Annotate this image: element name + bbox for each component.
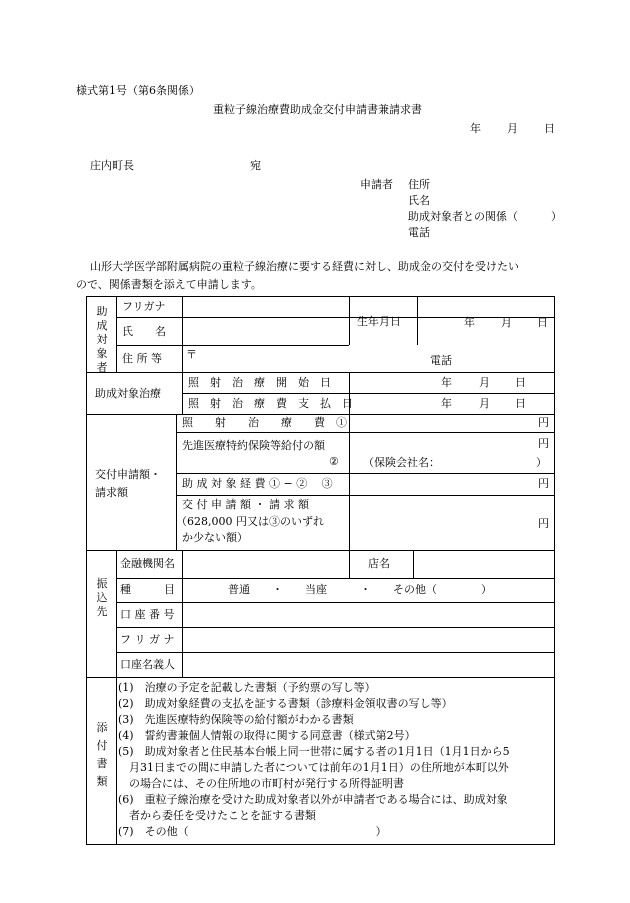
yen-unit: 円 xyxy=(538,416,549,429)
col-divider xyxy=(349,297,350,345)
postal-mark: 〒 xyxy=(186,348,197,361)
bank-name-label: 金融機関名 xyxy=(120,557,175,570)
account-furigana-label: フ リ ガ ナ xyxy=(120,633,175,646)
account-type-options: 普通 ・ 当座 ・ その他（ ） xyxy=(228,583,492,596)
yen-unit: 円 xyxy=(538,477,549,490)
attachment-item: (6) 重粒子線治療を受けた助成対象者以外が申請者である場合には、助成対象 xyxy=(118,793,508,806)
attachment-item: (5) 助成対象者と住民基本台帳上同一世帯に属する者の1月1日（1月1日から5 xyxy=(118,745,510,758)
attachment-item: (3) 先進医療特約保険等の給付額がわかる書類 xyxy=(118,713,354,726)
row-divider xyxy=(87,550,555,551)
account-type-label: 種 目 xyxy=(120,583,175,596)
row-divider xyxy=(87,414,555,415)
payment-month-label: 月 xyxy=(479,397,490,410)
subject-phone-label: 電話 xyxy=(430,354,452,367)
intro-line-2: ので、関係書類を添えて申請します。 xyxy=(76,278,262,291)
attachment-item: 者から委任を受けたことを証する書類 xyxy=(118,809,316,822)
amounts-section-label-line1: 交付申請額・ xyxy=(95,468,161,481)
grant-amount-label-line1: 交 付 申 請 額 ・ 請 求 額 xyxy=(182,498,309,511)
attachment-item: 月31日までの間に申請した者については前年の1月1日）の住所地が本町以外 xyxy=(118,761,509,774)
attachment-item: (1) 治療の予定を記載した書類（予約票の写し等） xyxy=(118,681,376,694)
start-month-label: 月 xyxy=(479,376,490,389)
date-day-label: 日 xyxy=(544,122,555,135)
grant-amount-label-line3: か少ない額） xyxy=(182,531,248,544)
row-divider xyxy=(176,473,555,474)
amounts-section-label-line2: 請求額 xyxy=(95,486,128,499)
col-divider xyxy=(116,297,117,372)
applicant-relation-label: 助成対象者との関係（ ） xyxy=(408,210,562,223)
insurance-benefit-mark: ② xyxy=(329,455,339,468)
insurer-name-label: （保険会社名： xyxy=(363,456,440,469)
account-holder-label: 口座名義人 xyxy=(120,658,175,671)
date-month-label: 月 xyxy=(507,122,518,135)
subsidy-cost-label: 助 成 対 象 経 費 ① − ② ③ xyxy=(182,477,333,490)
col-divider xyxy=(182,550,183,677)
row-divider xyxy=(176,495,555,496)
attachment-item: (4) 誓約書兼個人情報の取得に関する同意書（様式第2号） xyxy=(118,729,416,742)
grant-amount-label-line2: （628,000 円又は③のいずれ xyxy=(176,515,324,528)
attachments-section-label: 添付書類 xyxy=(96,721,108,788)
form-number: 様式第1号（第6条関係） xyxy=(76,84,200,97)
applicant-name-label: 氏名 xyxy=(408,194,430,207)
treatment-cost-label: 照 射 治 療 費 ① xyxy=(182,416,347,429)
col-divider xyxy=(349,414,350,550)
row-divider xyxy=(87,372,555,373)
attachment-item: の場合には、その住所地の市町村が発行する所得証明書 xyxy=(118,777,404,790)
subject-address-label: 住 所 等 xyxy=(122,352,162,365)
col-divider xyxy=(182,297,183,372)
row-divider xyxy=(182,393,555,394)
start-year-label: 年 xyxy=(441,376,452,389)
birth-day-label: 日 xyxy=(537,316,548,329)
col-divider xyxy=(116,550,117,677)
col-divider xyxy=(116,677,117,845)
subject-name-label: 氏 名 xyxy=(122,325,166,338)
row-divider xyxy=(87,677,555,678)
subject-section-label: 助成対象者 xyxy=(96,305,108,374)
insurer-name-close: ） xyxy=(536,456,547,469)
col-divider xyxy=(417,297,418,345)
treatment-start-label: 照 射 治 療 開 始 日 xyxy=(188,376,331,389)
account-number-label: 口 座 番 号 xyxy=(120,608,175,621)
birth-year-label: 年 xyxy=(464,316,475,329)
treatment-section-label: 助成対象治療 xyxy=(95,387,161,400)
attachment-item: (2) 助成対象経費の支払を証する書類（診療料金領収書の写し等） xyxy=(118,697,453,710)
form-title: 重粒子線治療費助成金交付申請書兼請求書 xyxy=(213,103,422,116)
date-year-label: 年 xyxy=(470,122,481,135)
payment-year-label: 年 xyxy=(441,397,452,410)
col-divider xyxy=(413,550,414,578)
attachment-item: (7) その他（ ） xyxy=(118,825,387,838)
transfer-section-label: 振込先 xyxy=(96,577,108,618)
yen-unit: 円 xyxy=(538,437,549,450)
applicant-phone-label: 電話 xyxy=(408,226,430,239)
col-divider xyxy=(349,550,350,578)
applicant-address-label: 住所 xyxy=(408,178,430,191)
col-divider xyxy=(176,414,177,550)
applicant-label: 申請者 xyxy=(360,178,393,191)
yen-unit: 円 xyxy=(538,517,549,530)
col-divider xyxy=(182,372,183,414)
branch-name-label: 店名 xyxy=(368,557,390,570)
intro-line-1: 山形大学医学部附属病院の重粒子線治療に要する経費に対し、助成金の交付を受けたい xyxy=(90,260,519,273)
birth-month-label: 月 xyxy=(501,316,512,329)
row-divider xyxy=(116,345,349,346)
insurance-benefit-label: 先進医療特約保険等給付の額 xyxy=(182,439,325,452)
subject-furigana-label: フリガナ xyxy=(122,300,166,313)
addressee: 庄内町長 xyxy=(90,159,134,172)
birthdate-label: 生年月日 xyxy=(357,315,401,328)
payment-day-label: 日 xyxy=(515,397,526,410)
row-divider xyxy=(176,432,555,433)
treatment-payment-label: 照 射 治 療 費 支 払 日 xyxy=(188,397,353,410)
addressee-suffix: 宛 xyxy=(250,159,261,172)
start-day-label: 日 xyxy=(515,376,526,389)
